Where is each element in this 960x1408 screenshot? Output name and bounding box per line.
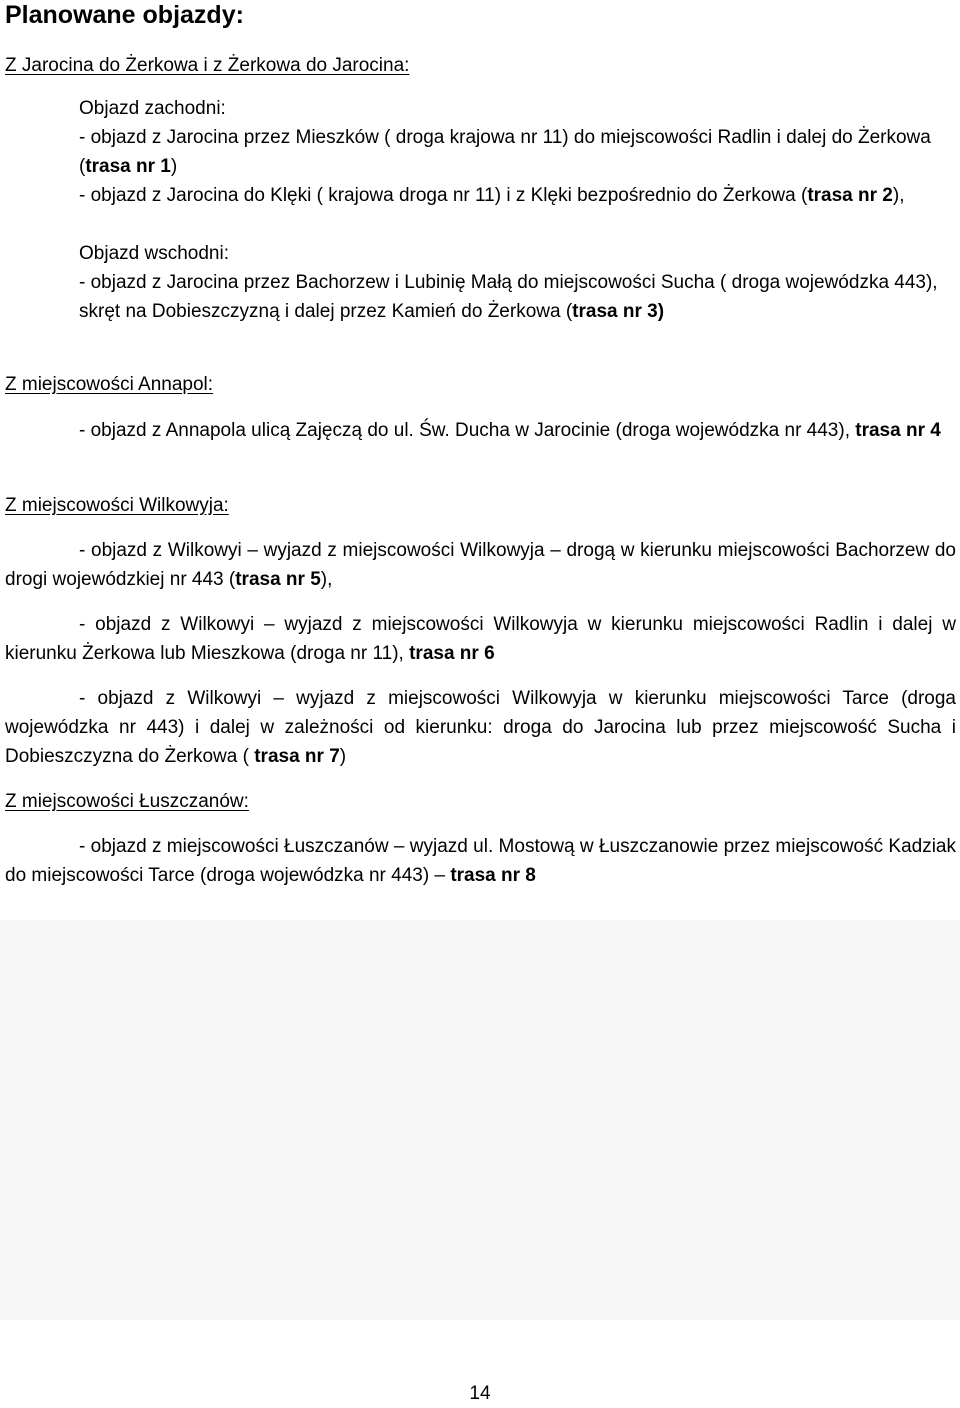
route-1-label: trasa nr 1 [85, 156, 171, 177]
route-8-text: - objazd z miejscowości Łuszczanów – wyjazd ul. Mostową w Łuszczanowie przez miejscowość Kadziak do miejscowości Tarce (droga wojewódzka nr 443) – trasa nr 8 [5, 836, 956, 886]
route-1-text: - objazd z Jarocina przez Mieszków ( droga krajowa nr 11) do miejscowości Radlin i dalej do Żerkowa (trasa nr 1) [79, 127, 931, 177]
page-heading: Planowane objazdy: [5, 1, 244, 29]
section-title-jarocin-zerkow: Z Jarocina do Żerkowa i z Żerkowa do Jarocina: [5, 55, 410, 76]
route-2-text: - objazd z Jarocina do Klęki ( krajowa droga nr 11) i z Klęki bezpośrednio do Żerkowa (trasa nr 2), [79, 185, 905, 206]
route-4-text: - objazd z Annapola ulicą Zajęczą do ul. Św. Ducha w Jarocinie (droga wojewódzka nr 443), trasa nr 4 [79, 420, 941, 441]
page-number: 14 [469, 1383, 491, 1404]
route-6-label: trasa nr 6 [409, 643, 495, 664]
section-title-luszczanow: Z miejscowości Łuszczanów: [5, 791, 249, 812]
blank-image-area [0, 920, 960, 1320]
section-title-annapol: Z miejscowości Annapol: [5, 374, 214, 395]
route-4-label: trasa nr 4 [855, 420, 941, 441]
route-6-text: - objazd z Wilkowyi – wyjazd z miejscowości Wilkowyja w kierunku miejscowości Radlin i dalej w kierunku Żerkowa lub Mieszkowa (droga nr 11), trasa nr 6 [5, 614, 956, 664]
west-detour-label: Objazd zachodni: [79, 98, 226, 119]
route-3-label: trasa nr 3) [572, 301, 665, 322]
section-title-wilkowyja: Z miejscowości Wilkowyja: [5, 495, 229, 516]
route-2-label: trasa nr 2 [807, 185, 893, 206]
route-7-text: - objazd z Wilkowyi – wyjazd z miejscowości Wilkowyja w kierunku miejscowości Tarce (droga wojewódzka nr 443) i dalej w zależności od kierunku: droga do Jarocina lub przez miejscowość Sucha i Dobieszczyzna do Żerkowa ( trasa nr 7) [5, 688, 956, 767]
route-3-text: - objazd z Jarocina przez Bachorzew i Lubinię Małą do miejscowości Sucha ( droga wojewódzka 443), skręt na Dobieszczyzną i dalej przez Kamień do Żerkowa (trasa nr 3) [79, 272, 938, 322]
route-7-label: trasa nr 7 [254, 746, 340, 767]
route-8-label: trasa nr 8 [450, 865, 536, 886]
route-5-text: - objazd z Wilkowyi – wyjazd z miejscowości Wilkowyja – drogą w kierunku miejscowości Bachorzew do drogi wojewódzkiej nr 443 (trasa nr 5), [5, 540, 956, 590]
east-detour-label: Objazd wschodni: [79, 243, 229, 264]
route-5-label: trasa nr 5 [235, 569, 321, 590]
